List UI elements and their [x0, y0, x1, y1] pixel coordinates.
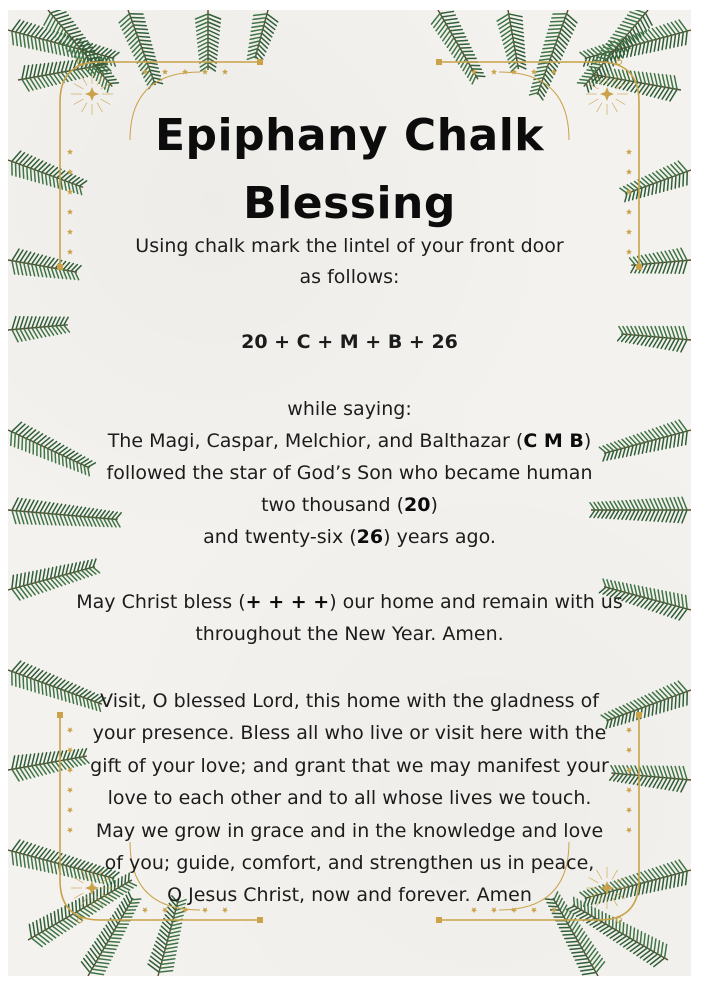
small-star-icon	[182, 69, 188, 75]
pine-sprig	[116, 10, 168, 90]
intro-line-1: Using chalk mark the lintel of your front door	[135, 235, 564, 257]
title-line-1: Epiphany Chalk	[154, 110, 545, 161]
prayer-line-star: followed the star of God’s Son who became human	[106, 462, 593, 484]
visit-line-2: your presence. Bless all who live or visit here with the	[92, 722, 607, 744]
small-star-icon	[531, 69, 537, 75]
pine-sprig	[524, 10, 580, 102]
small-star-icon	[491, 69, 497, 75]
prayer-line-magi: The Magi, Caspar, Melchior, and Balthazar (C M B)	[107, 430, 592, 452]
pine-sprig	[427, 10, 489, 86]
visit-line-1: Visit, O blessed Lord, this home with the gladness of	[100, 690, 599, 712]
chalk-formula: 20 + C + M + B + 26	[241, 331, 458, 353]
small-star-icon	[222, 69, 228, 75]
small-star-icon	[626, 169, 632, 175]
small-star-icon	[511, 69, 517, 75]
intro-line-2: as follows:	[299, 266, 400, 288]
visit-line-3: gift of your love; and grant that we may manifest your	[90, 755, 609, 777]
visit-line-6: of you; guide, comfort, and strengthen us in peace,	[104, 852, 595, 874]
bless-line-2: throughout the New Year. Amen.	[195, 623, 504, 645]
visit-line-7: O Jesus Christ, now and forever. Amen	[167, 884, 532, 906]
prayer-line-two-thousand: two thousand (20)	[261, 494, 438, 516]
pine-sprig	[242, 10, 280, 64]
blessing-card	[8, 10, 691, 976]
visit-line-4: love to each other and to all whose lives we touch.	[107, 787, 592, 809]
pine-sprig	[496, 10, 531, 72]
bless-line-1: May Christ bless (+ + + +) our home and remain with us	[76, 591, 623, 613]
visit-line-5: May we grow in grace and in the knowledge and love	[95, 820, 604, 842]
prayer-intro: while saying:	[287, 398, 412, 420]
small-star-icon	[162, 69, 168, 75]
title-line-2: Blessing	[243, 178, 456, 229]
prayer-line-twenty-six: and twenty-six (26) years ago.	[203, 526, 496, 548]
